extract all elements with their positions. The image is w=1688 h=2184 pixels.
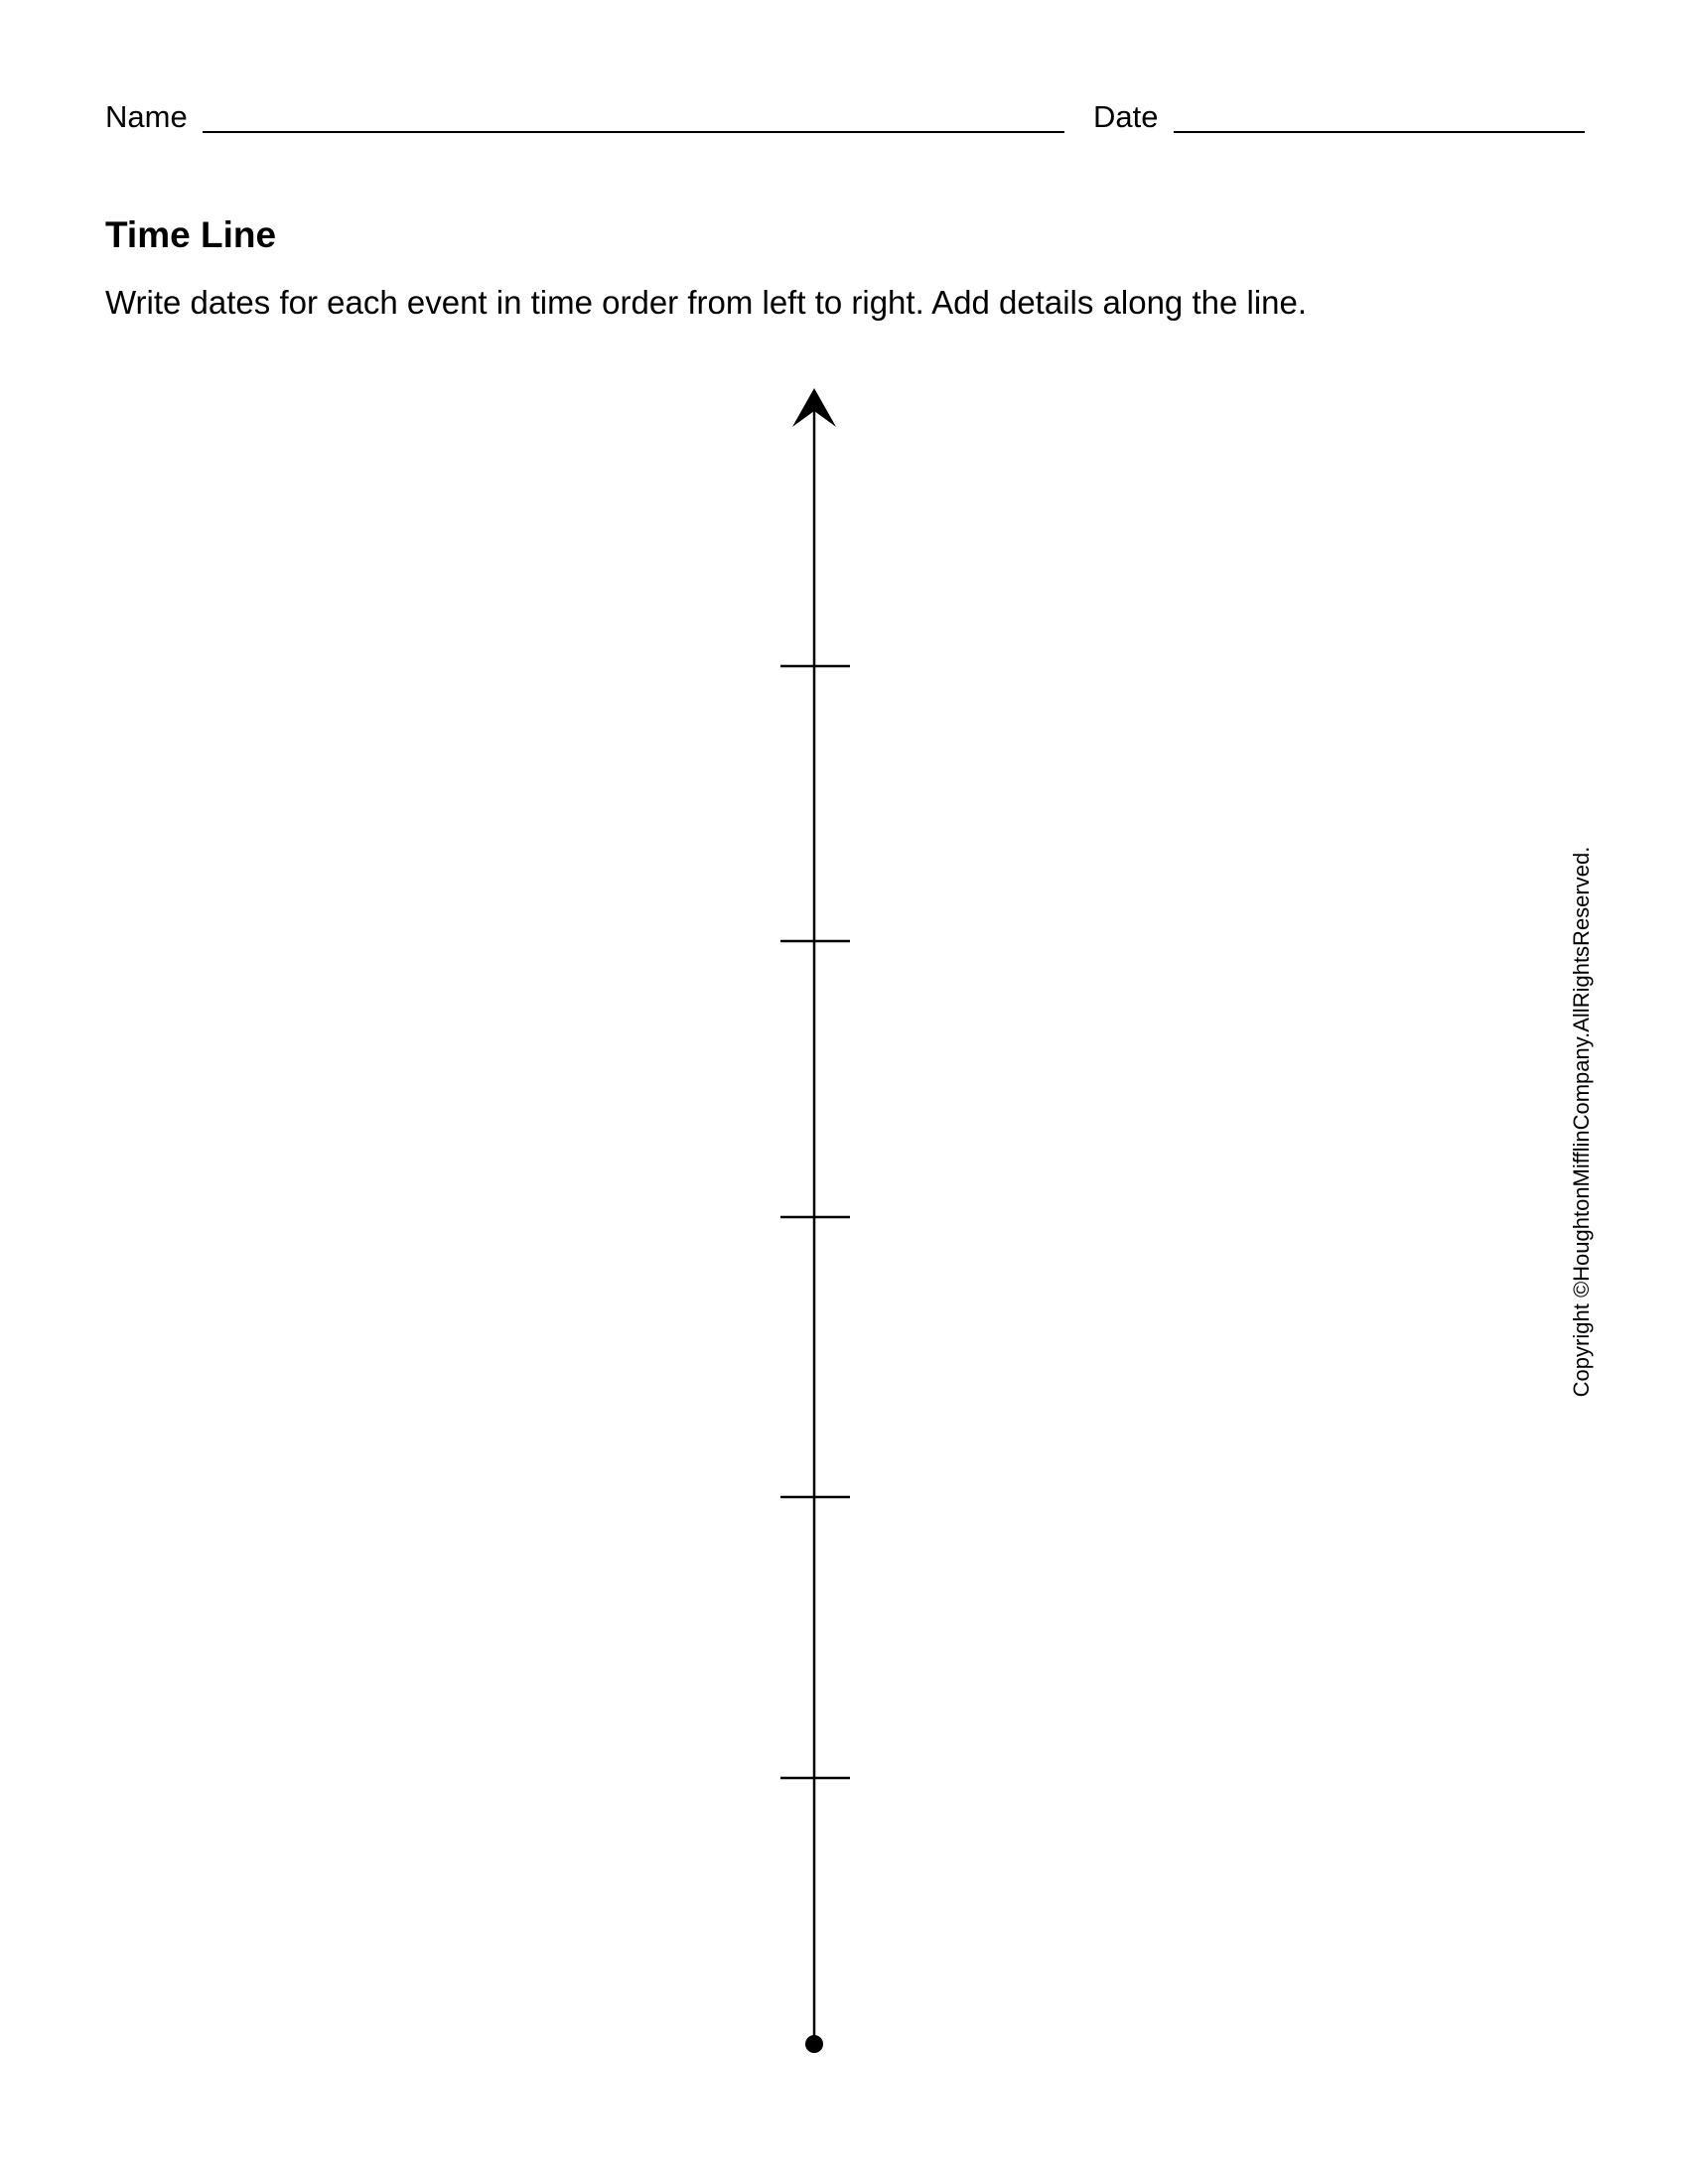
page-title: Time Line	[105, 214, 277, 255]
name-label: Name	[105, 99, 188, 134]
date-label: Date	[1093, 99, 1159, 134]
instructions-text: Write dates for each event in time order from left to right. Add details along the line.	[105, 284, 1308, 321]
copyright-notice: Copyright ©HoughtonMifflinCompany.AllRightsReserved.	[1569, 846, 1594, 1398]
timeline-start-dot	[805, 2035, 823, 2053]
